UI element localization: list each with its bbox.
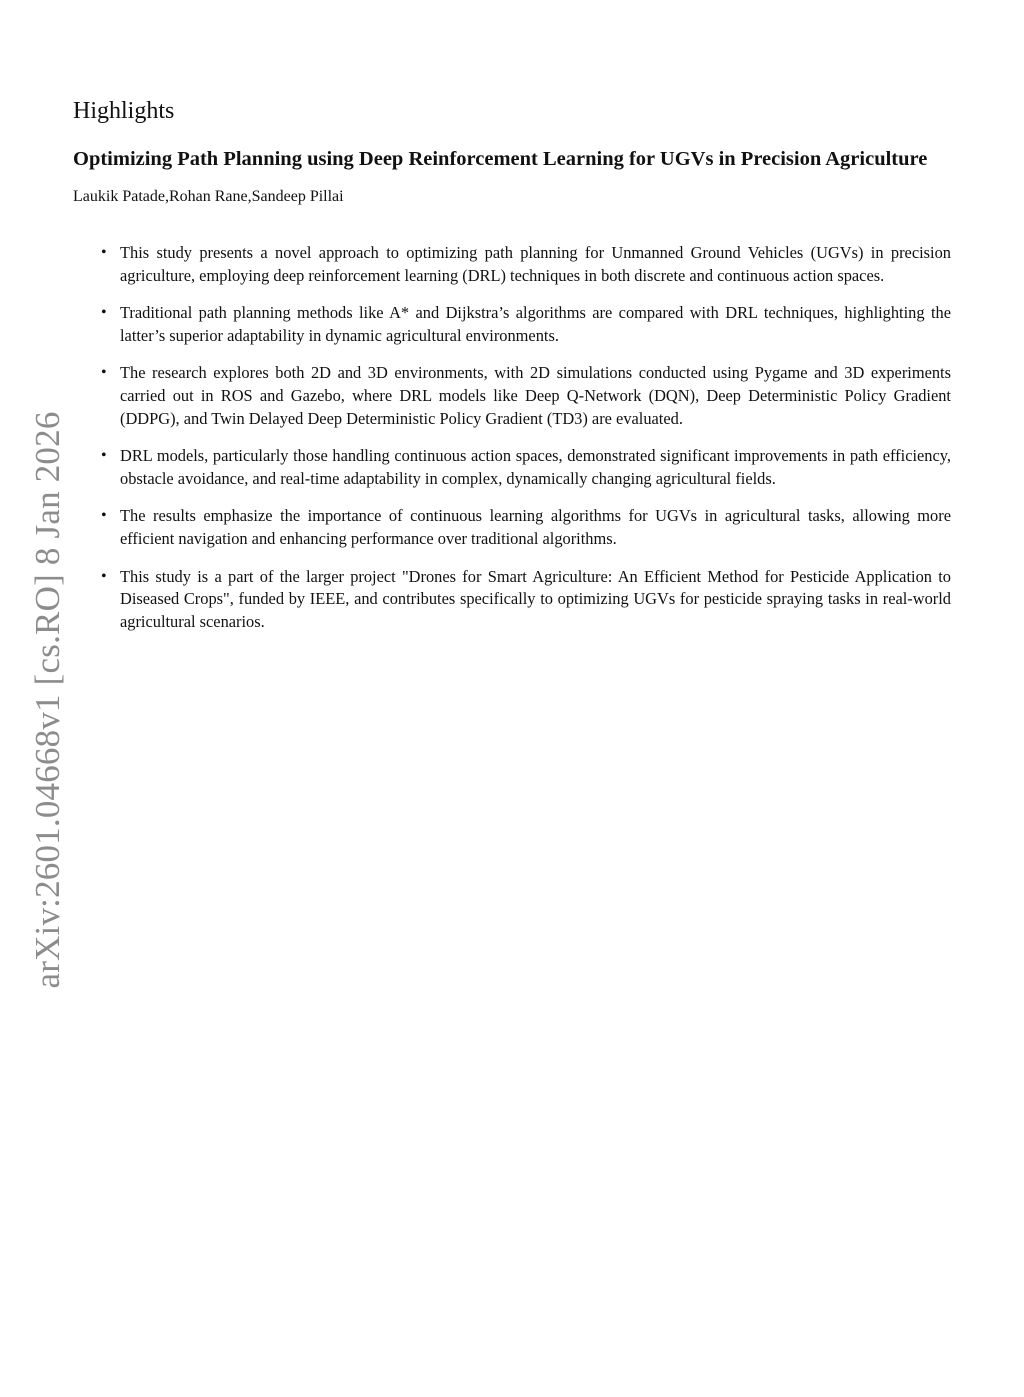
paper-title: Optimizing Path Planning using Deep Reinforcement Learning for UGVs in Precision Agriculture bbox=[73, 148, 928, 170]
highlight-item bbox=[101, 445, 951, 490]
highlight-text: DRL models, particularly those handling continuous action spaces, demonstrated significant improvements in path efficiency, obstacle avoidance, and real-time adaptability in complex, dynamically changing agricultural fields. bbox=[120, 446, 951, 488]
highlight-text: This study presents a novel approach to optimizing path planning for Unmanned Ground Vehicles (UGVs) in precision agriculture, employing deep reinforcement learning (DRL) techniques in both discrete and continuous action spaces. bbox=[120, 243, 951, 285]
highlight-text: The results emphasize the importance of continuous learning algorithms for UGVs in agricultural tasks, allowing more efficient navigation and enhancing performance over traditional algorithms. bbox=[120, 506, 951, 548]
bullet-icon: • bbox=[101, 447, 107, 465]
highlight-item bbox=[101, 242, 951, 287]
highlights-section bbox=[73, 96, 951, 648]
highlight-text: Traditional path planning methods like A* and Dijkstra’s algorithms are compared with DRL techniques, highlighting the latter’s superior adaptability in dynamic agricultural environments. bbox=[120, 303, 951, 345]
highlight-text: The research explores both 2D and 3D environments, with 2D simulations conducted using Pygame and 3D experiments carried out in ROS and Gazebo, where DRL models like Deep Q-Network (DQN), Deep Deterministic Policy Gradient (DDPG), and Twin Delayed Deep Deterministic Policy Gradient (TD3) are evaluated. bbox=[120, 363, 951, 428]
highlights-list bbox=[73, 242, 951, 633]
bullet-icon: • bbox=[101, 364, 107, 382]
highlight-item bbox=[101, 566, 951, 634]
highlight-text: This study is a part of the larger project "Drones for Smart Agriculture: An Efficient Method for Pesticide Application to Diseased Crops", funded by IEEE, and contributes specifically to optimizing UGVs for pesticide spraying tasks in real-world agricultural scenarios. bbox=[120, 566, 951, 631]
highlight-item bbox=[101, 362, 951, 430]
highlight-item bbox=[101, 302, 951, 347]
bullet-icon: • bbox=[101, 304, 107, 322]
author-list: Laukik Patade,Rohan Rane,Sandeep Pillai bbox=[73, 188, 344, 205]
arxiv-identifier-stamp: arXiv:2601.04668v1 [cs.RO] 8 Jan 2026 bbox=[28, 411, 67, 989]
section-heading: Highlights bbox=[73, 98, 175, 124]
bullet-icon: • bbox=[101, 567, 107, 585]
bullet-icon: • bbox=[101, 507, 107, 525]
highlight-item bbox=[101, 505, 951, 550]
bullet-icon: • bbox=[101, 244, 107, 261]
